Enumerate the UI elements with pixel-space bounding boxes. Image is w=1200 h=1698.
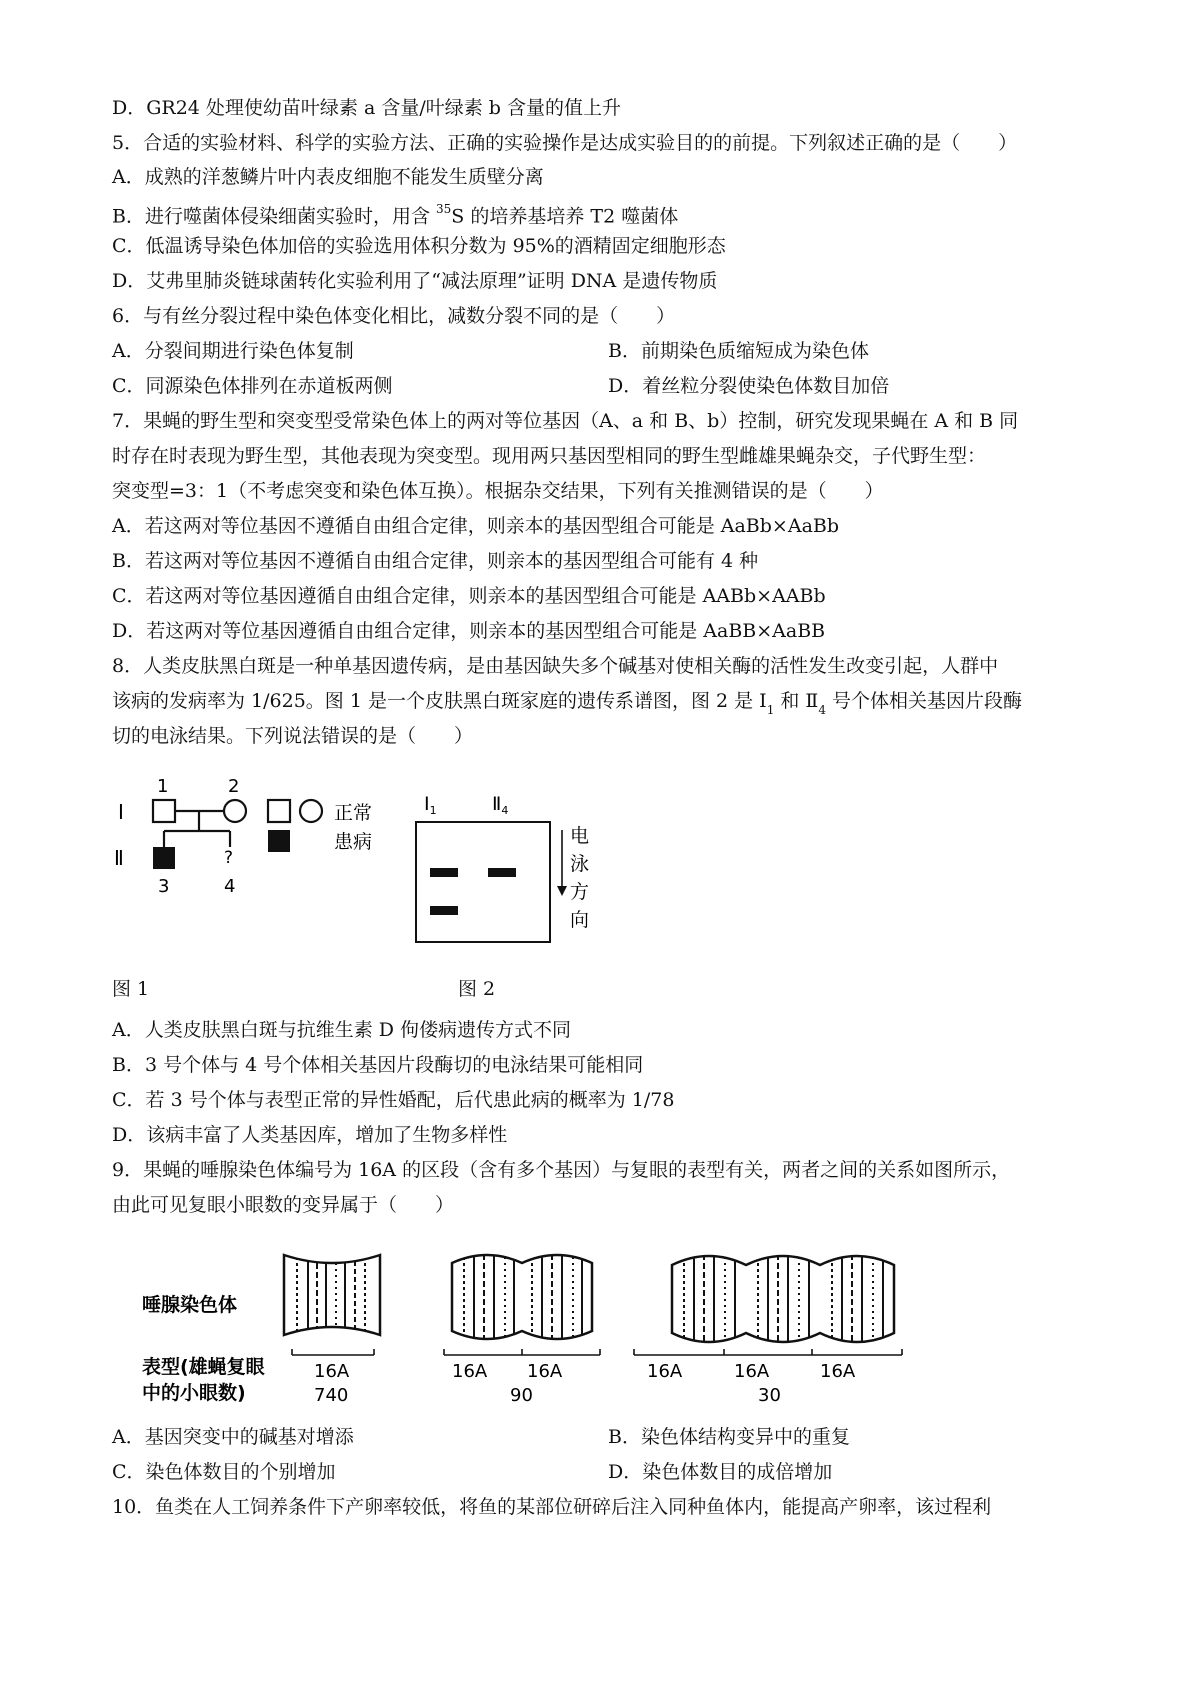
segment-label: 16A [734, 1361, 770, 1382]
q7-option-a: A．若这两对等位基因不遵循自由组合定律，则亲本的基因型组合可能是 AaBb×AaBb [112, 515, 840, 537]
q5-option-b [112, 198, 1102, 229]
q9-options-row1 [112, 1424, 1102, 1450]
direction-label-3: 方 [570, 881, 590, 903]
legend-affected-male [268, 830, 290, 852]
generation-label-2: Ⅱ [114, 846, 124, 870]
subscript-1: 1 [766, 702, 775, 717]
q10-stem-line1: 10．鱼类在人工饲养条件下产卵率较低，将鱼的某部位研碎后注入同种鱼体内，能提高产卵率，该过程利 [112, 1496, 992, 1518]
row-label-chromosome: 唾腺染色体 [142, 1294, 238, 1316]
q6-option-c: C．同源染色体排列在赤道板两侧 [112, 375, 393, 397]
individual-number-3: 3 [158, 876, 170, 897]
q9-option-c: C．染色体数目的个别增加 [112, 1461, 336, 1483]
pedigree-individual-2 [224, 800, 246, 822]
individual-number-1: 1 [157, 776, 169, 797]
legend-affected-label: 患病 [334, 831, 373, 853]
chromosome-one-16a [284, 1245, 380, 1345]
q8-option-a: A．人类皮肤黑白斑与抗维生素 D 佝偻病遗传方式不同 [112, 1019, 572, 1041]
q9-options-row2 [112, 1459, 1102, 1485]
isotope-superscript: 35 [436, 202, 452, 216]
q5-option-c: C．低温诱导染色体加倍的实验选用体积分数为 95%的酒精固定细胞形态 [112, 235, 726, 257]
q5-option-d: D．艾弗里肺炎链球菌转化实验利用了“减法原理”证明 DNA 是遗传物质 [112, 270, 718, 292]
subscript-4: 4 [818, 702, 826, 717]
segment-label: 16A [527, 1361, 563, 1382]
chromosome-three-16a [672, 1245, 894, 1355]
q4-option-d: D．GR24 处理使幼苗叶绿素 a 含量/叶绿素 b 含量的值上升 [112, 97, 621, 119]
q9-option-a: A．基因突变中的碱基对增添 [112, 1426, 354, 1448]
q8-option-b: B．3 号个体与 4 号个体相关基因片段酶切的电泳结果可能相同 [112, 1054, 644, 1076]
lane-label-ii4: $Ⅱ_4$ [492, 793, 509, 817]
direction-label-1: 电 [570, 825, 590, 847]
segment-label: 16A [647, 1361, 683, 1382]
band-i1-lower [430, 906, 458, 915]
band-ii4 [488, 868, 516, 877]
figure-2-caption: 图 2 [458, 978, 496, 1000]
direction-arrow-icon [557, 886, 567, 896]
q8-option-d: D．该病丰富了人类基因库，增加了生物多样性 [112, 1124, 508, 1146]
legend-normal-female [300, 800, 322, 822]
band-i1-upper [430, 868, 458, 877]
q7-stem-line2: 时存在时表现为野生型，其他表现为突变型。现用两只基因型相同的野生型雌雄果蝇杂交，子代野生型： [112, 445, 987, 467]
eye-count-30: 30 [758, 1385, 781, 1406]
row-label-phenotype-1: 表型(雄蝇复眼 [142, 1356, 265, 1378]
q6-stem: 6．与有丝分裂过程中染色体变化相比，减数分裂不同的是（ ） [112, 305, 676, 327]
pedigree-individual-1 [153, 800, 175, 822]
generation-label-1: I [118, 800, 124, 824]
segment-label: 16A [820, 1361, 856, 1382]
eye-count-90: 90 [510, 1385, 533, 1406]
q6-options-row1 [112, 338, 1102, 364]
q9-option-d: D．染色体数目的成倍增加 [608, 1461, 833, 1483]
chromosome-two-16a [452, 1245, 592, 1355]
unknown-marker: ? [224, 848, 234, 868]
q6-option-d: D．着丝粒分裂使染色体数目加倍 [608, 375, 890, 397]
eye-count-740: 740 [314, 1385, 349, 1406]
row-label-phenotype-2: 中的小眼数) [142, 1382, 246, 1404]
q5-option-b-text-end: S 的培养基培养 T2 噬菌体 [451, 205, 679, 228]
q6-option-a: A．分裂间期进行染色体复制 [112, 340, 354, 362]
direction-label-4: 向 [570, 909, 590, 931]
q8-stem-line2-end: 号个体相关基因片段酶 [825, 690, 1023, 712]
chromosome-figure [112, 1245, 912, 1415]
q9-stem-line2: 由此可见复眼小眼数的变异属于（ ） [112, 1194, 455, 1216]
direction-label-2: 泳 [570, 853, 590, 875]
q5-option-b-text: B．进行噬菌体侵染细菌实验时，用含 [112, 205, 437, 228]
individual-number-4: 4 [224, 876, 236, 897]
q9-stem-line1: 9．果蝇的唾腺染色体编号为 16A 的区段（含有多个基因）与复眼的表型有关，两者之间的关系如图所示， [112, 1159, 1011, 1181]
segment-brackets [292, 1349, 902, 1355]
individual-number-2: 2 [228, 776, 240, 797]
segment-label: 16A [314, 1361, 350, 1382]
gel-frame [416, 822, 550, 942]
q5-option-a: A．成熟的洋葱鳞片叶内表皮细胞不能发生质壁分离 [112, 166, 544, 188]
q7-stem-line1: 7．果蝇的野生型和突变型受常染色体上的两对等位基因（A、a 和 B、b）控制，研究发现果蝇在 A 和 B 同 [112, 410, 1019, 432]
legend-normal-male [268, 800, 290, 822]
q9-option-b: B．染色体结构变异中的重复 [608, 1426, 850, 1448]
electrophoresis-figure [400, 790, 600, 950]
q7-option-d: D．若这两对等位基因遵循自由组合定律，则亲本的基因型组合可能是 AaBB×AaBB [112, 620, 826, 642]
q7-option-c: C．若这两对等位基因遵循自由组合定律，则亲本的基因型组合可能是 AABb×AABb [112, 585, 826, 607]
q7-stem-line3: 突变型=3：1（不考虑突变和染色体互换）。根据杂交结果，下列有关推测错误的是（ ） [112, 480, 884, 502]
segment-label: 16A [452, 1361, 488, 1382]
q6-option-b: B．前期染色质缩短成为染色体 [608, 340, 869, 362]
q8-stem-line2-mid: 和 Ⅱ [774, 690, 819, 712]
q7-option-b: B．若这两对等位基因不遵循自由组合定律，则亲本的基因型组合可能有 4 种 [112, 550, 759, 572]
pedigree-figure [112, 765, 402, 955]
legend-normal-label: 正常 [334, 802, 373, 824]
figure-1-caption: 图 1 [112, 978, 150, 1000]
pedigree-individual-3 [153, 847, 175, 869]
q8-stem-line3: 切的电泳结果。下列说法错误的是（ ） [112, 725, 474, 747]
q8-option-c: C．若 3 号个体与表型正常的异性婚配，后代患此病的概率为 1/78 [112, 1089, 675, 1111]
q8-stem-line1: 8．人类皮肤黑白斑是一种单基因遗传病，是由基因缺失多个碱基对使相关酶的活性发生改变引起，人群中 [112, 655, 999, 677]
q5-stem: 5．合适的实验材料、科学的实验方法、正确的实验操作是达成实验目的的前提。下列叙述正确的是（ ） [112, 132, 1018, 154]
q8-stem-line2 [112, 688, 1102, 721]
q6-options-row2 [112, 373, 1102, 399]
lane-label-i1: $I_1$ [424, 793, 437, 817]
q8-stem-line2-text: 该病的发病率为 1/625。图 1 是一个皮肤黑白斑家庭的遗传系谱图，图 2 是 I [112, 690, 767, 712]
